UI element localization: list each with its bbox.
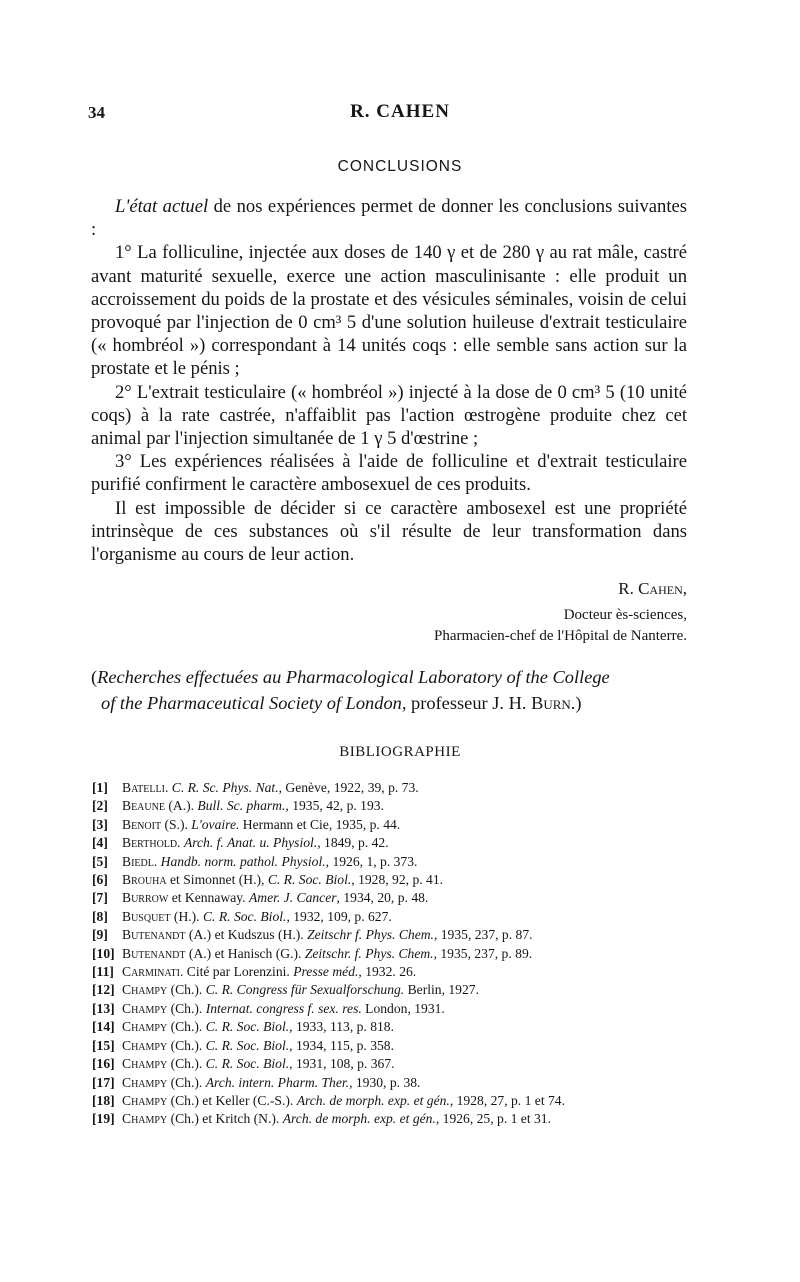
entry-source: Arch. de morph. exp. et gén. [282,1111,436,1127]
bibliography-entry [92,871,712,889]
entry-author: Carminati. [122,964,184,980]
page-number: 34 [88,103,105,122]
entry-author: Champy [122,1019,168,1035]
entry-pre: (A.) et Kudszus (H.). [185,927,308,943]
bibliography-entry [92,926,712,944]
running-head: R. CAHEN [350,101,450,122]
bibliography-title: BIBLIOGRAPHIE [339,744,461,760]
entry-number: [9] [92,927,108,943]
entry-details: , 1926, 1, p. 373. [325,853,418,869]
entry-pre: (H.). [170,908,203,924]
entry-source: Bull. Sc. pharm. [197,798,286,814]
entry-pre: (Ch.). [167,1000,206,1016]
bibliography-entry [92,1074,712,1092]
entry-source: Handb. norm. pathol. Physiol. [160,853,326,869]
bibliography-list [92,779,712,1129]
entry-details: , 1934, 115, p. 358. [289,1037,395,1053]
entry-source: C. R. Soc. Biol. [205,1056,290,1072]
entry-details: , 1926, 25, p. 1 et 31. [435,1111,552,1127]
bibliography-entry [92,1110,712,1128]
entry-author: Batelli. [122,780,169,795]
entry-author: Burrow [122,890,169,906]
entry-number: [3] [92,816,108,832]
entry-source: Presse méd. [293,964,359,980]
entry-details: , 1932, 109, p. 627. [286,908,392,924]
entry-number: [7] [92,890,108,906]
entry-number: [18] [92,1092,115,1108]
entry-details: , 1931, 108, p. 367. [289,1056,395,1072]
author-affiliation: Pharmacien-chef de l'Hôpital de Nanterre. [433,628,687,644]
entry-details: , 1935, 237, p. 89. [433,945,533,961]
entry-pre: (Ch.). [167,1019,206,1035]
entry-details: , 1934, 20, p. 48. [336,890,429,906]
entry-author: Benoit [122,816,162,832]
bibliography-entry [92,963,712,981]
conclusion-point-2: 2° L'extrait testiculaire (« hombréol ») injecté à la dose de 0 cm³ 5 (10 unité coqs) à la rate castrée, n'affaiblit pas l'action œstrogène produite chez cet animal par l'injection simultanée de 1 γ 5 d'œstrine ; [91,381,687,450]
entry-details: , 1932. 26. [358,964,417,980]
entry-pre: (A.). [164,798,198,814]
entry-number: [5] [92,853,108,869]
bibliography-entry [92,853,712,871]
entry-details: , 1935, 237, p. 87. [433,927,533,943]
entry-source: Internat. congress f. sex. res. [205,1000,362,1016]
intro-paragraph [91,195,687,241]
entry-source: C. R. Soc. Biol. [202,908,287,924]
entry-details: London, 1931. [361,1000,445,1016]
bibliography-entry [92,834,712,852]
entry-author: Beaune [122,798,165,814]
entry-pre: (S.). [161,816,192,832]
entry-author: Champy [122,1092,168,1108]
entry-pre: (Ch.). [167,1074,206,1090]
entry-author: Champy [122,1074,168,1090]
entry-number: [6] [92,872,108,888]
entry-number: [4] [92,835,108,851]
entry-number: [12] [92,982,115,998]
entry-details: , 1930, p. 38. [349,1074,421,1090]
bibliography-entry [92,1055,712,1073]
entry-author: Berthold. [122,835,181,851]
entry-author: Champy [122,1000,168,1016]
entry-details: Hermann et Cie, 1935, p. 44. [239,816,401,832]
entry-pre: (A.) et Hanisch (G.). [185,945,305,961]
entry-source: C. R. Congress für Sexualforschung. [205,982,405,998]
entry-details: , 1928, 27, p. 1 et 74. [449,1092,565,1108]
entry-pre: (Ch.). [167,1037,206,1053]
entry-pre: (Ch.) et Keller (C.-S.). [167,1092,297,1108]
entry-number: [16] [92,1056,115,1072]
entry-source: C. R. Soc. Biol. [205,1037,290,1053]
bibliography-entry [92,1092,712,1110]
entry-source: Zeitschr. f. Phys. Chem. [304,945,434,961]
entry-pre: (Ch.). [167,982,206,998]
entry-details: , 1933, 113, p. 818. [289,1019,395,1035]
entry-author: Champy [122,1111,168,1127]
acknowledgment-note [91,664,701,716]
entry-author: Champy [122,982,168,998]
entry-source: C. R. Sc. Phys. Nat. [171,780,279,795]
entry-details: , 1849, p. 42. [317,835,389,851]
bibliography-entry [92,797,712,815]
entry-source: Arch. de morph. exp. et gén. [296,1092,450,1108]
bibliography-entry [92,889,712,907]
entry-number: [17] [92,1074,115,1090]
entry-source: Amer. J. Cancer [248,890,337,906]
entry-number: [15] [92,1037,115,1053]
bibliography-entry [92,908,712,926]
intro-italic: L'état actuel [115,196,209,217]
conclusions-body [91,195,687,566]
intro-text: de nos expériences permet de donner les conclusions suivantes : [91,196,687,241]
ack-part1: Recherches effectuées au Pharmacological Laboratory of the College [97,667,610,687]
ack-close-paren: .) [570,693,582,713]
entry-number: [13] [92,1000,115,1016]
bibliography-entry [92,1000,712,1018]
entry-pre: (Ch.). [167,1056,206,1072]
bibliography-entry [92,945,712,963]
ack-open-paren: ( [91,667,98,687]
ack-line-2 [91,690,701,716]
entry-details: , Genève, 1922, 39, p. 73. [278,780,419,795]
entry-number: [8] [92,908,108,924]
entry-details: , 1935, 42, p. 193. [285,798,384,814]
closing-paragraph: Il est impossible de décider si ce caractère ambosexel est une propriété intrinsèque de ces substances où s'il résulte de leur transformation dans l'organisme au cours de leur action. [91,497,687,566]
ack-part2: of the Pharmaceutical Society of London, [101,693,407,713]
entry-source: C. R. Soc. Biol. [267,872,352,888]
signature-block [380,578,687,647]
entry-source: L'ovaire. [191,816,240,832]
entry-details: Berlin, 1927. [404,982,479,998]
entry-number: [2] [92,798,108,814]
bibliography-entry [92,779,712,797]
entry-source: Arch. intern. Pharm. Ther. [205,1074,350,1090]
entry-author: Butenandt [122,927,186,943]
section-title: CONCLUSIONS [337,158,463,175]
ack-part4: Burn [531,693,571,713]
bibliography-entry [92,1018,712,1036]
entry-number: [14] [92,1019,115,1035]
bibliography-entry [92,981,712,999]
entry-author: Biedl. [122,853,158,869]
conclusion-point-1: 1° La folliculine, injectée aux doses de 140 γ et de 280 γ au rat mâle, castré avant maturité sexuelle, exerce une action masculinisante : elle produit un accroissement du poids de la prostate et des vésicules séminales, voisin de celui provoqué par l'injection de 0 cm³ 5 d'une solution huileuse d'extrait testiculaire (« hombréol ») correspondant à 14 unités coqs : elle semble sans action sur la prostate et le pénis ; [91,242,687,380]
entry-number: [1] [92,780,108,795]
entry-author: Champy [122,1037,168,1053]
author-title: Docteur ès-sciences, [563,607,687,623]
entry-number: [19] [92,1111,115,1127]
entry-author: Busquet [122,908,171,924]
ack-part3: professeur J. H. [406,693,532,713]
entry-author: Brouha [122,872,167,888]
entry-source: Zeitschr f. Phys. Chem. [307,927,434,943]
entry-pre: Cité par Lorenzini. [183,964,294,980]
conclusion-point-3: 3° Les expériences réalisées à l'aide de folliculine et d'extrait testiculaire purifié confirment le caractère ambosexuel de ces produits. [91,451,687,496]
entry-source: C. R. Soc. Biol. [205,1019,290,1035]
entry-author: Butenandt [122,945,186,961]
author-name: R. Cahen, [618,579,687,598]
entry-details: , 1928, 92, p. 41. [351,872,444,888]
entry-pre: (Ch.) et Kritch (N.). [167,1111,283,1127]
entry-author: Champy [122,1056,168,1072]
entry-source: Arch. f. Anat. u. Physiol. [183,835,318,851]
entry-pre: et Simonnet (H.), [166,872,268,888]
bibliography-entry [92,1037,712,1055]
entry-number: [11] [92,964,114,980]
entry-pre: et Kennaway. [168,890,249,906]
bibliography-entry [92,816,712,834]
entry-number: [10] [92,945,115,961]
